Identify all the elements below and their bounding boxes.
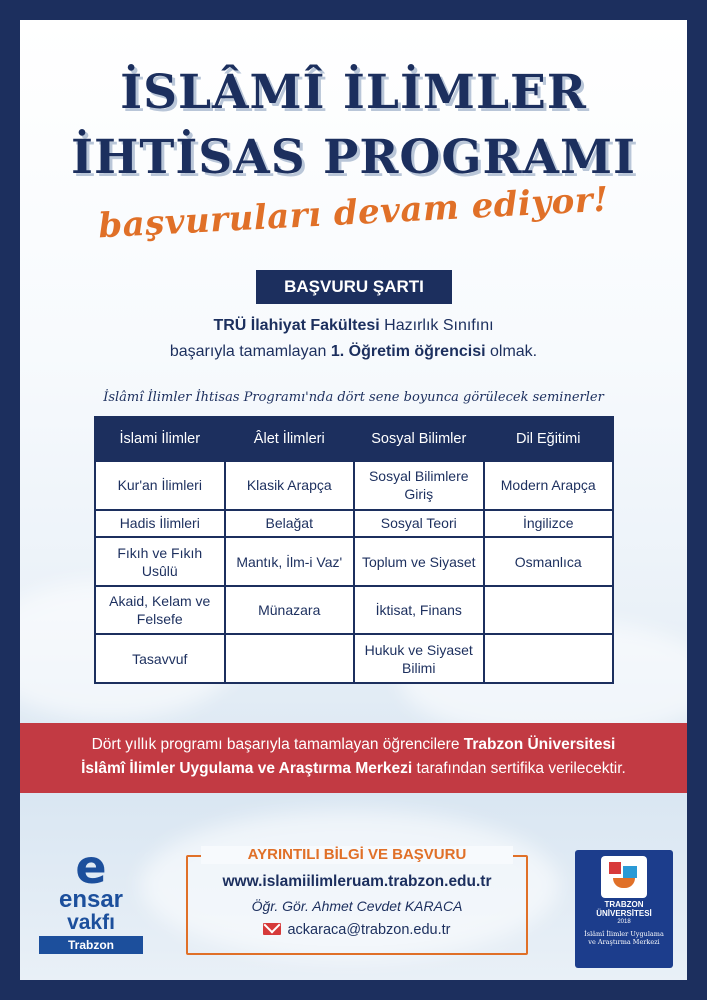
seminar-table bbox=[94, 416, 614, 684]
table-cell bbox=[484, 586, 614, 635]
table-header: Sosyal Bilimler bbox=[354, 417, 484, 461]
seminar-caption: İslâmî İlimler İhtisas Programı'nda dört sene boyunca görülecek seminerler bbox=[103, 390, 604, 405]
table-header: Dil Eğitimi bbox=[484, 417, 614, 461]
certificate-line-1 bbox=[20, 733, 687, 757]
table-cell: Mantık, İlm-i Vaz' bbox=[225, 537, 355, 586]
certificate-university: Trabzon Üniversitesi bbox=[463, 736, 616, 753]
table-cell: Sosyal Teori bbox=[354, 510, 484, 538]
table-cell bbox=[225, 634, 355, 683]
table-cell: Tasavvuf bbox=[95, 634, 225, 683]
tru-logo-name-2: ÜNİVERSİTESİ bbox=[596, 909, 652, 918]
table-header: İslami İlimler bbox=[95, 417, 225, 461]
table-row bbox=[95, 634, 613, 683]
tru-logo-year: 2018 bbox=[617, 919, 631, 925]
table-cell: Kur'an İlimleri bbox=[95, 461, 225, 510]
requirement-line-1 bbox=[20, 317, 687, 335]
certificate-center: İslâmî İlimler Uygulama ve Araştırma Merkezi bbox=[81, 760, 413, 777]
tru-logo-sub-1: İslâmî İlimler Uygulama bbox=[584, 930, 664, 938]
poster bbox=[20, 20, 687, 980]
table-row bbox=[95, 461, 613, 510]
requirement-line-2-pre: başarıyla tamamlayan bbox=[169, 343, 331, 360]
table-row bbox=[95, 586, 613, 635]
table-row bbox=[95, 510, 613, 538]
requirement-badge: BAŞVURU ŞARTI bbox=[256, 270, 452, 304]
table-cell: Hadis İlimleri bbox=[95, 510, 225, 538]
certificate-banner bbox=[20, 723, 687, 793]
table-cell bbox=[484, 634, 614, 683]
title-line-2: İHTİSAS PROGRAMI bbox=[70, 130, 637, 185]
tru-logo-sub-2: ve Araştırma Merkezi bbox=[588, 938, 660, 946]
ensar-logo-word-1: ensar bbox=[58, 886, 124, 913]
info-heading: AYRINTILI BİLGİ VE BAŞVURU bbox=[201, 846, 513, 864]
requirement-line-2 bbox=[20, 343, 687, 361]
table-row bbox=[95, 537, 613, 586]
table-cell: İngilizce bbox=[484, 510, 614, 538]
table-cell: Akaid, Kelam ve Felsefe bbox=[95, 586, 225, 635]
email-line bbox=[186, 922, 528, 938]
table-header: Âlet İlimleri bbox=[225, 417, 355, 461]
ensar-e-icon: e bbox=[75, 840, 107, 894]
tru-logo-name-1: TRABZON bbox=[604, 900, 644, 909]
table-cell: Osmanlıca bbox=[484, 537, 614, 586]
certificate-line-2-post: tarafından sertifika verilecektir. bbox=[412, 760, 626, 777]
requirement-faculty: TRÜ İlahiyat Fakültesi bbox=[213, 317, 380, 334]
subtitle: başvuruları devam ediyor! bbox=[97, 179, 610, 247]
table-cell: Modern Arapça bbox=[484, 461, 614, 510]
ensar-vakfi-logo bbox=[30, 840, 152, 960]
table-cell: İktisat, Finans bbox=[354, 586, 484, 635]
table-cell: Klasik Arapça bbox=[225, 461, 355, 510]
table-cell: Toplum ve Siyaset bbox=[354, 537, 484, 586]
requirement-line-1-rest: Hazırlık Sınıfını bbox=[379, 317, 494, 334]
contact-name: Öğr. Gör. Ahmet Cevdet KARACA bbox=[251, 898, 463, 914]
trabzon-universitesi-logo bbox=[575, 850, 673, 968]
table-cell: Fıkıh ve Fıkıh Usûlü bbox=[95, 537, 225, 586]
website-link[interactable]: www.islamiilimleruam.trabzon.edu.tr bbox=[222, 873, 492, 890]
certificate-line-1-pre: Dört yıllık programı başarıyla tamamlayan öğrencilere bbox=[91, 736, 464, 753]
certificate-line-2 bbox=[20, 757, 687, 781]
requirement-student-type: 1. Öğretim öğrencisi bbox=[330, 343, 486, 360]
table-cell: Münazara bbox=[225, 586, 355, 635]
ensar-logo-city: Trabzon bbox=[39, 936, 143, 954]
email-link[interactable]: ackaraca@trabzon.edu.tr bbox=[287, 922, 451, 938]
requirement-line-2-post: olmak. bbox=[485, 343, 538, 360]
tru-emblem-icon bbox=[601, 856, 647, 898]
table-cell: Belağat bbox=[225, 510, 355, 538]
ensar-logo-word-2: vakfı bbox=[67, 911, 115, 934]
table-cell: Sosyal Bilimlere Giriş bbox=[354, 461, 484, 510]
mail-icon bbox=[263, 923, 281, 935]
title-line-1: İSLÂMÎ İLİMLER bbox=[120, 65, 587, 120]
table-header-row bbox=[95, 417, 613, 461]
table-cell: Hukuk ve Siyaset Bilimi bbox=[354, 634, 484, 683]
